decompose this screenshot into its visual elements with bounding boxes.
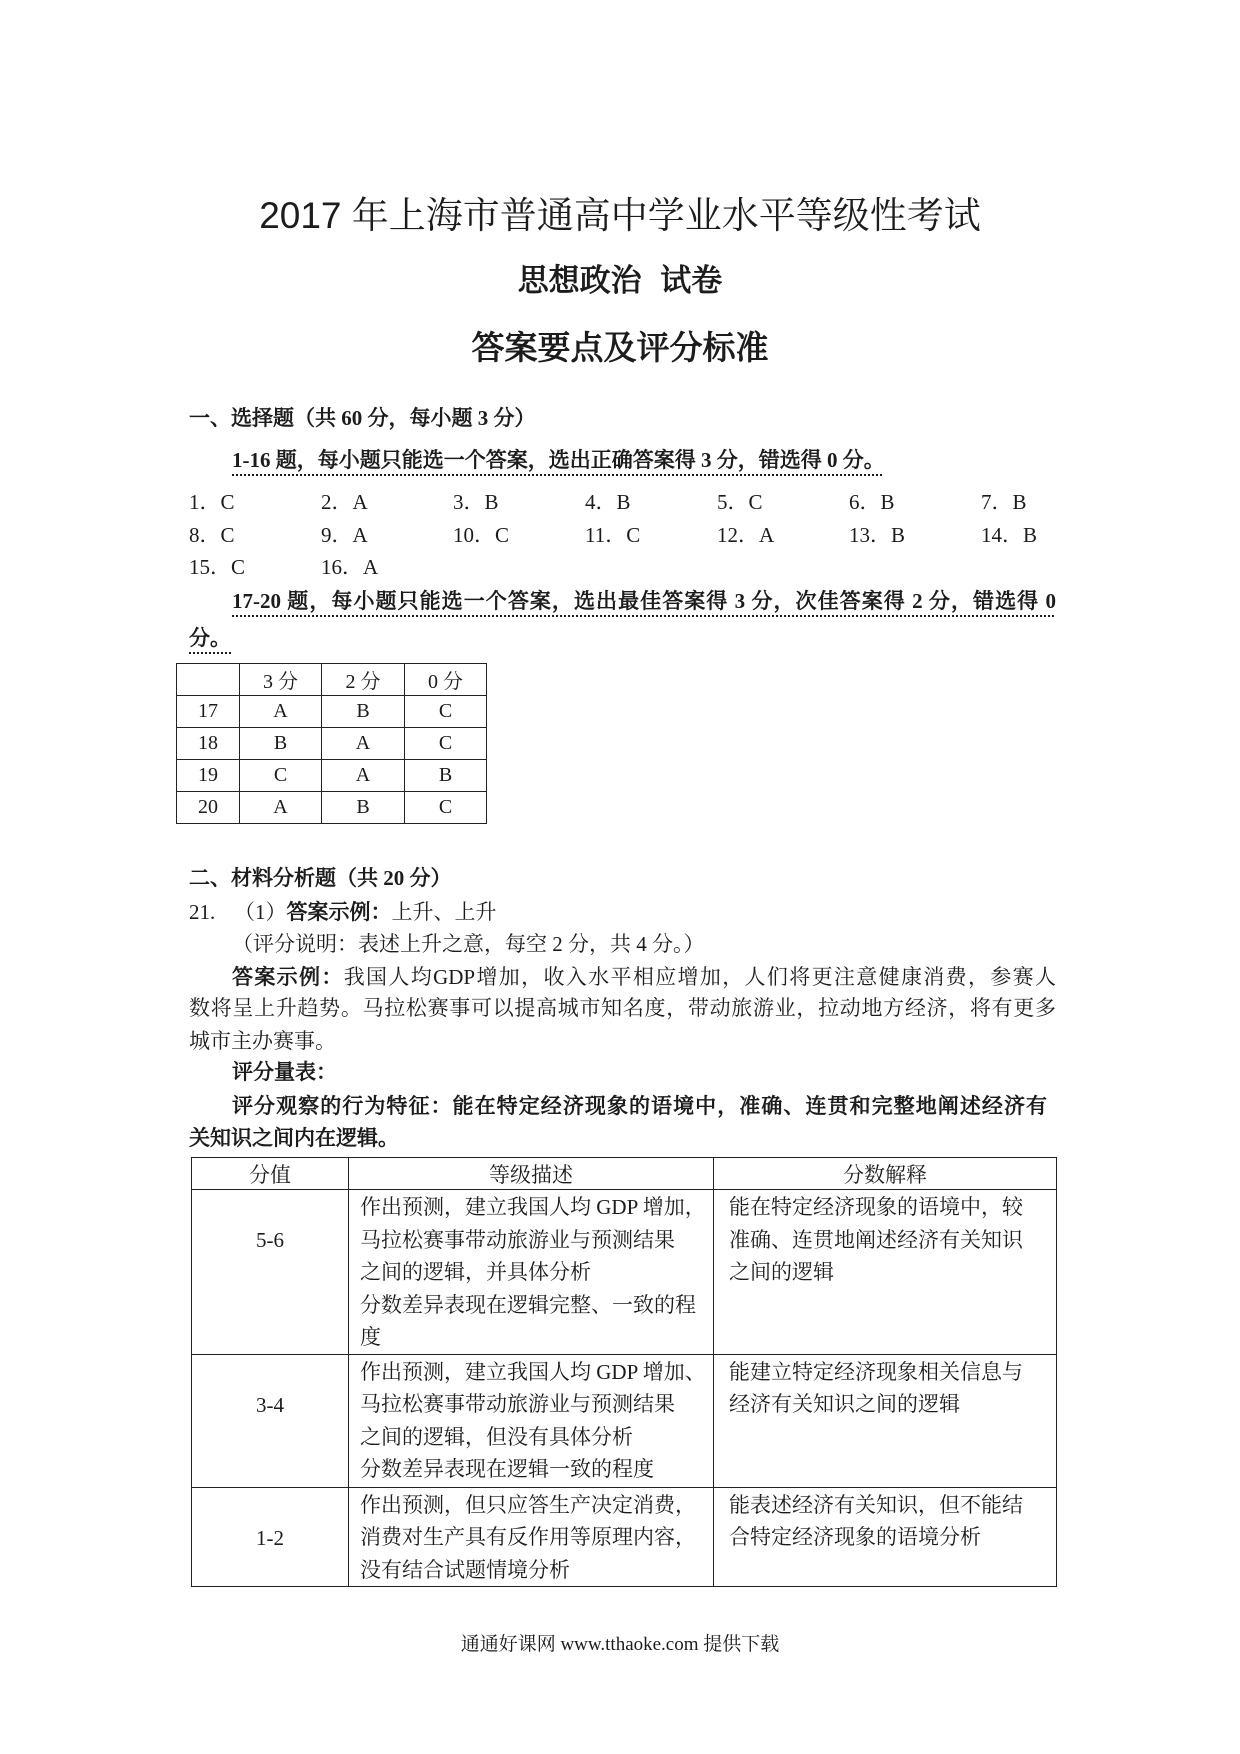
table-cell: B <box>322 792 405 824</box>
description-cell <box>349 1190 714 1355</box>
answer-item: 11．C <box>585 522 641 547</box>
explanation-cell <box>714 1487 1057 1587</box>
rubric-table <box>191 1157 1057 1587</box>
answer-item: 15．C <box>189 555 246 580</box>
cell-line: 准确、连贯地阐述经济有关知识 <box>729 1227 1023 1252</box>
example-answer-line: 城市主办赛事。 <box>189 1029 336 1053</box>
question-number-cell: 20 <box>177 792 240 824</box>
question-number-cell: 17 <box>177 696 240 728</box>
table-cell: C <box>405 696 487 728</box>
example-text: 我国人均GDP增加，收入水平相应增加，人们将更注意健康消费，参赛人 <box>343 965 1056 989</box>
answer-item: 13．B <box>849 522 906 547</box>
example-answer-line: 数将呈上升趋势。马拉松赛事可以提高城市知名度，带动旅游业，拉动地方经济，将有更多 <box>189 996 1056 1020</box>
table-header-cell: 2 分 <box>322 664 405 696</box>
table-cell: A <box>240 696 322 728</box>
question-number-cell: 18 <box>177 728 240 760</box>
cell-line: 能表述经济有关知识，但不能结 <box>729 1492 1023 1517</box>
table-cell: A <box>322 728 405 760</box>
cell-line: 马拉松赛事带动旅游业与预测结果 <box>360 1227 675 1252</box>
cell-line: 马拉松赛事带动旅游业与预测结果 <box>360 1392 675 1416</box>
rubric-label: 评分量表： <box>232 1060 337 1084</box>
example-answer-line <box>232 961 1056 993</box>
question-part: （1） <box>234 900 287 924</box>
score-cell: 5-6 <box>192 1190 349 1355</box>
table-cell: B <box>240 728 322 760</box>
cell-line: 作出预测，建立我国人均 GDP 增加， <box>360 1195 706 1219</box>
behavior-criteria-line: 评分观察的行为特征：能在特定经济现象的语境中，准确、连贯和完整地阐述经济有 <box>232 1094 1047 1118</box>
answer-label: 答案示例： <box>286 900 392 924</box>
cell-line: 度 <box>360 1325 381 1349</box>
section-2-heading: 二、材料分析题（共 20 分） <box>189 866 452 890</box>
cell-line: 作出预测，但只应答生产决定消费， <box>360 1492 696 1517</box>
instruction-1-16 <box>232 444 885 476</box>
table-cell: A <box>240 792 322 824</box>
table-row <box>192 1190 1057 1355</box>
instruction-text: 1-16 题，每小题只能选一个答案，选出正确答案得 3 分，错选得 0 分。 <box>232 448 885 472</box>
section-1-heading: 一、选择题（共 60 分，每小题 3 分） <box>189 406 536 430</box>
answer-item: 1．C <box>189 490 235 515</box>
table-row <box>177 760 487 792</box>
answer-item: 8．C <box>189 522 235 547</box>
cell-line: 之间的逻辑，并具体分析 <box>360 1260 591 1284</box>
cell-line: 分数差异表现在逻辑一致的程度 <box>360 1457 654 1481</box>
cell-line: 作出预测，建立我国人均 GDP 增加、 <box>360 1359 706 1384</box>
answer-item: 9．A <box>321 522 368 547</box>
description-cell <box>349 1487 714 1587</box>
table-cell: C <box>240 760 322 792</box>
instruction-17-20-line <box>189 622 231 654</box>
cell-line: 能建立特定经济现象相关信息与 <box>729 1359 1023 1384</box>
description-cell <box>349 1354 714 1487</box>
cell-line: 没有结合试题情境分析 <box>360 1557 570 1582</box>
table-row <box>177 792 487 824</box>
table-cell: C <box>405 728 487 760</box>
score-cell: 1-2 <box>192 1487 349 1587</box>
explanation-cell <box>714 1354 1057 1487</box>
table-header-cell <box>177 664 240 696</box>
page-footer: 通通好课网 www.tthaoke.com 提供下载 <box>460 1634 780 1655</box>
table-cell: B <box>322 696 405 728</box>
table-header-cell: 等级描述 <box>349 1158 714 1190</box>
cell-line: 能在特定经济现象的语境中，较 <box>729 1195 1023 1219</box>
cell-line: 合特定经济现象的语境分析 <box>729 1525 981 1549</box>
table-header-cell: 分数解释 <box>714 1158 1057 1190</box>
document-subtitle: 答案要点及评分标准 <box>471 329 769 366</box>
table-header-row <box>177 664 487 696</box>
table-row <box>177 696 487 728</box>
question-number-cell: 19 <box>177 760 240 792</box>
answer-item: 3．B <box>453 490 499 515</box>
table-cell: A <box>322 760 405 792</box>
score-cell: 3-4 <box>192 1354 349 1487</box>
table-cell: C <box>405 792 487 824</box>
answer-item: 7．B <box>981 490 1027 515</box>
table-header-cell: 0 分 <box>405 664 487 696</box>
table-row <box>192 1354 1057 1487</box>
answer-item: 6．B <box>849 490 895 515</box>
answer-item: 5．C <box>717 490 763 515</box>
table-header-cell: 分值 <box>192 1158 349 1190</box>
question-number: 21. <box>189 900 216 924</box>
instruction-text: 分。 <box>189 626 231 650</box>
answer-item: 16．A <box>321 555 379 580</box>
table-row <box>177 728 487 760</box>
cell-line: 经济有关知识之间的逻辑 <box>729 1392 960 1416</box>
table-header-row <box>192 1158 1057 1190</box>
cell-line: 之间的逻辑，但没有具体分析 <box>360 1424 633 1449</box>
answer-item: 2．A <box>321 490 368 515</box>
document-title: 2017 年上海市普通高中学业水平等级性考试 <box>259 195 981 236</box>
question-21-answer <box>189 896 497 928</box>
behavior-criteria-line: 关知识之间内在逻辑。 <box>189 1126 399 1150</box>
table-header-cell: 3 分 <box>240 664 322 696</box>
explanation-cell <box>714 1190 1057 1355</box>
cell-line: 分数差异表现在逻辑完整、一致的程 <box>360 1292 696 1317</box>
table-cell: B <box>405 760 487 792</box>
answer-text: 上升、上升 <box>391 900 497 924</box>
exam-subject: 思想政治 试卷 <box>517 263 723 298</box>
answer-item: 4．B <box>585 490 631 515</box>
instruction-17-20-line <box>232 585 1056 617</box>
instruction-text: 17-20 题，每小题只能选一个答案，选出最佳答案得 3 分，次佳答案得 2 分，错选得 0 <box>232 589 1056 613</box>
example-label: 答案示例： <box>232 965 344 989</box>
answer-grid <box>189 485 1113 583</box>
answer-item: 12．A <box>717 522 775 547</box>
scoring-note: （评分说明：表述上升之意，每空 2 分，共 4 分。） <box>232 932 705 956</box>
answer-item: 14．B <box>981 522 1038 547</box>
cell-line: 之间的逻辑 <box>729 1260 834 1284</box>
answer-item: 10．C <box>453 522 510 547</box>
score-table <box>176 663 487 824</box>
cell-line: 消费对生产具有反作用等原理内容， <box>360 1525 696 1549</box>
table-row <box>192 1487 1057 1587</box>
